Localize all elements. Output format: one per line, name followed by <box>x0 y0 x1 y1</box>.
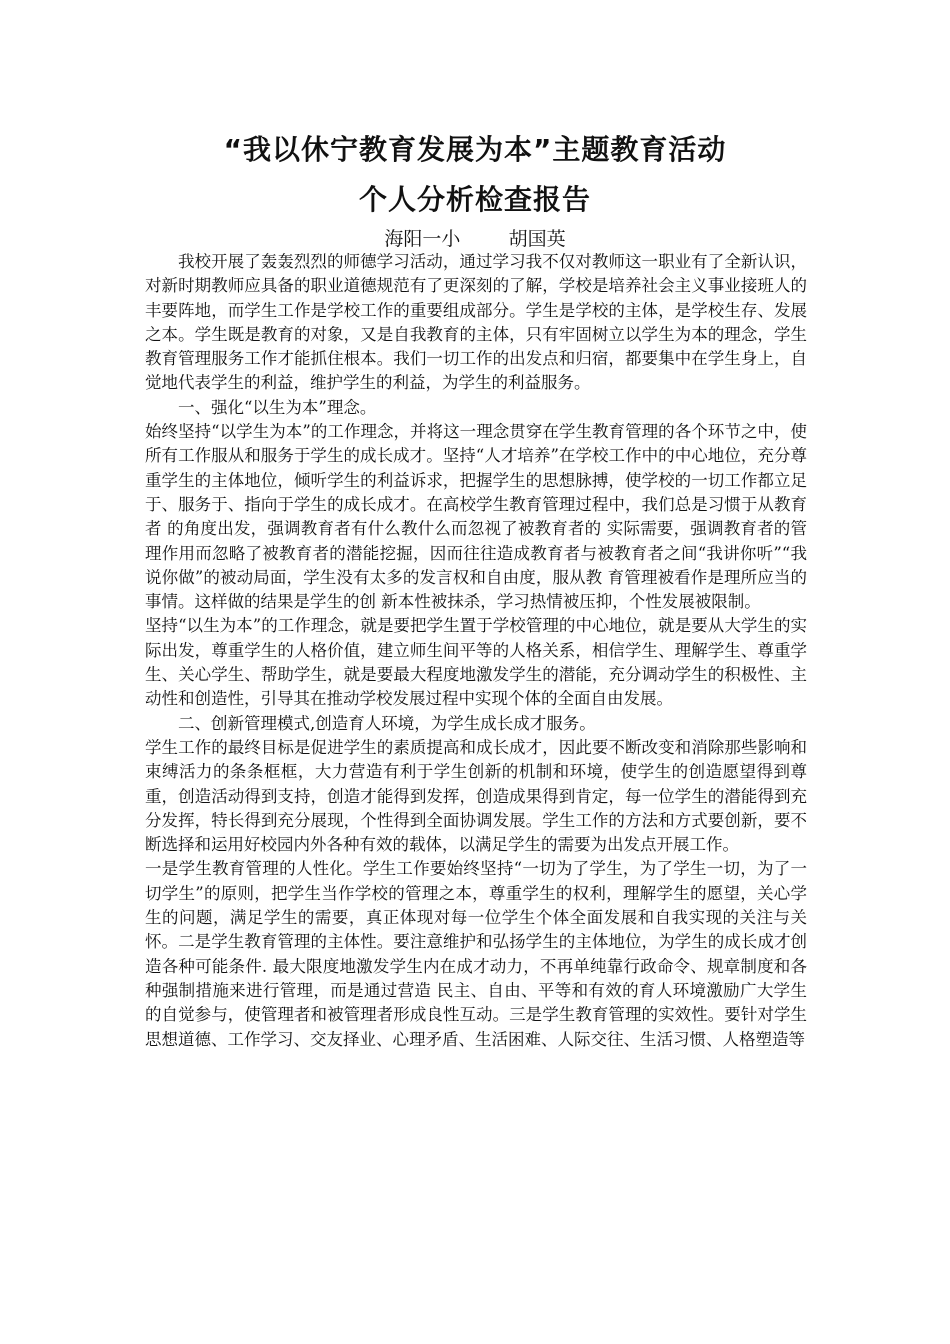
document-title: “我以休宁教育发展为本”主题教育活动 <box>223 133 727 166</box>
document-subtitle: 个人分析检查报告 <box>358 183 591 216</box>
author-byline: 海阳一小 胡国英 <box>384 228 566 250</box>
body-paragraph: 始终坚持“以学生为本”的工作理念，并将这一理念贯穿在学生教育管理的各个环节之中，使所有工作服从和服务于学生的成长成才。坚持“人才培养”在学校工作中的中心地位，充分尊重学生的主体地位，倾听学生的利益诉求，把握学生的思想脉搏，使学校的一切工作都立足于、服务于、指向于学生的成长成才。在高校学生教育管理过程中，我们总是习惯于从教育者 的角度出发，强调教育者有什么教什么而忽视了被教育者的 实际需要，强调教育者的管理作用而忽略了被教育者的潜能挖掘，因而往往造成教育者与被教育者之间“我讲你听”“我说你做”的被动局面，学生没有太多的发言权和自由度，服从教 育管理被看作是理所应当的事情。这样做的结果是学生的创 新本性被抹杀，学习热情被压抑，个性发展被限制。 <box>145 422 807 612</box>
section-heading-1: 一、强化“以生为本”理念。 <box>178 397 377 417</box>
section-heading-2: 二、创新管理模式,创造育人环境，为学生成长成才服务。 <box>178 713 596 733</box>
body-paragraph: 坚持“以生为本”的工作理念，就是要把学生置于学校管理的中心地位，就是要从大学生的实际出发，尊重学生的人格价值，建立师生间平等的人格关系，相信学生、理解学生、尊重学生、关心学生、帮助学生，就是要最大程度地激发学生的潜能，充分调动学生的积极性、主动性和创造性，引导其在推动学校发展过程中实现个体的全面自由发展。 <box>145 616 807 709</box>
body-paragraph: 学生工作的最终目标是促进学生的素质提高和成长成才，因此要不断改变和消除那些影响和束缚活力的条条框框，大力营造有利于学生创新的机制和环境，使学生的创造愿望得到尊重，创造活动得到支持，创造才能得到发挥，创造成果得到肯定，每一位学生的潜能得到充分发挥，特长得到充分展现，个性得到全面协调发展。学生工作的方法和方式要创新，要不断选择和运用好校园内外各种有效的载体，以满足学生的需要为出发点开展工作。 <box>145 737 807 855</box>
intro-paragraph: 我校开展了轰轰烈烈的师德学习活动，通过学习我不仅对教师这一职业有了全新认识，对新时期教师应具备的职业道德规范有了更深刻的了解，学校是培养社会主义事业接班人的丰要阵地，而学生工作是学校工作的重要组成部分。学生是学校的主体，是学校生存、发展之本。学生既是教育的对象，又是自我教育的主体，只有牢固树立以学生为本的理念，学生教育管理服务工作才能抓住根本。我们一切工作的出发点和归宿，都要集中在学生身上，自觉地代表学生的利益，维护学生的利益，为学生的利益服务。 <box>145 252 807 393</box>
document-body <box>145 250 807 1052</box>
body-paragraph: 一是学生教育管理的人性化。学生工作要始终坚持“一切为了学生，为了学生一切，为了一切学生”的原则，把学生当作学校的管理之本，尊重学生的权利，理解学生的愿望，关心学生的问题，满足学生的需要，真正体现对每一位学生个体全面发展和自我实现的关注与关怀。二是学生教育管理的主体性。要注意维护和弘扬学生的主体地位，为学生的成长成才创造各种可能条件. 最大限度地激发学生内在成才动力，不再单纯靠行政命令、规章制度和各种强制措施来进行管理，而是通过营造 民主、自由、平等和有效的育人环境激励广大学生的自觉参与，使管理者和被管理者形成良性互动。三是学生教育管理的实效性。要针对学生思想道德、工作学习、交友择业、心理矛盾、生活困难、人际交往、生活习惯、人格塑造等 <box>145 859 807 1049</box>
